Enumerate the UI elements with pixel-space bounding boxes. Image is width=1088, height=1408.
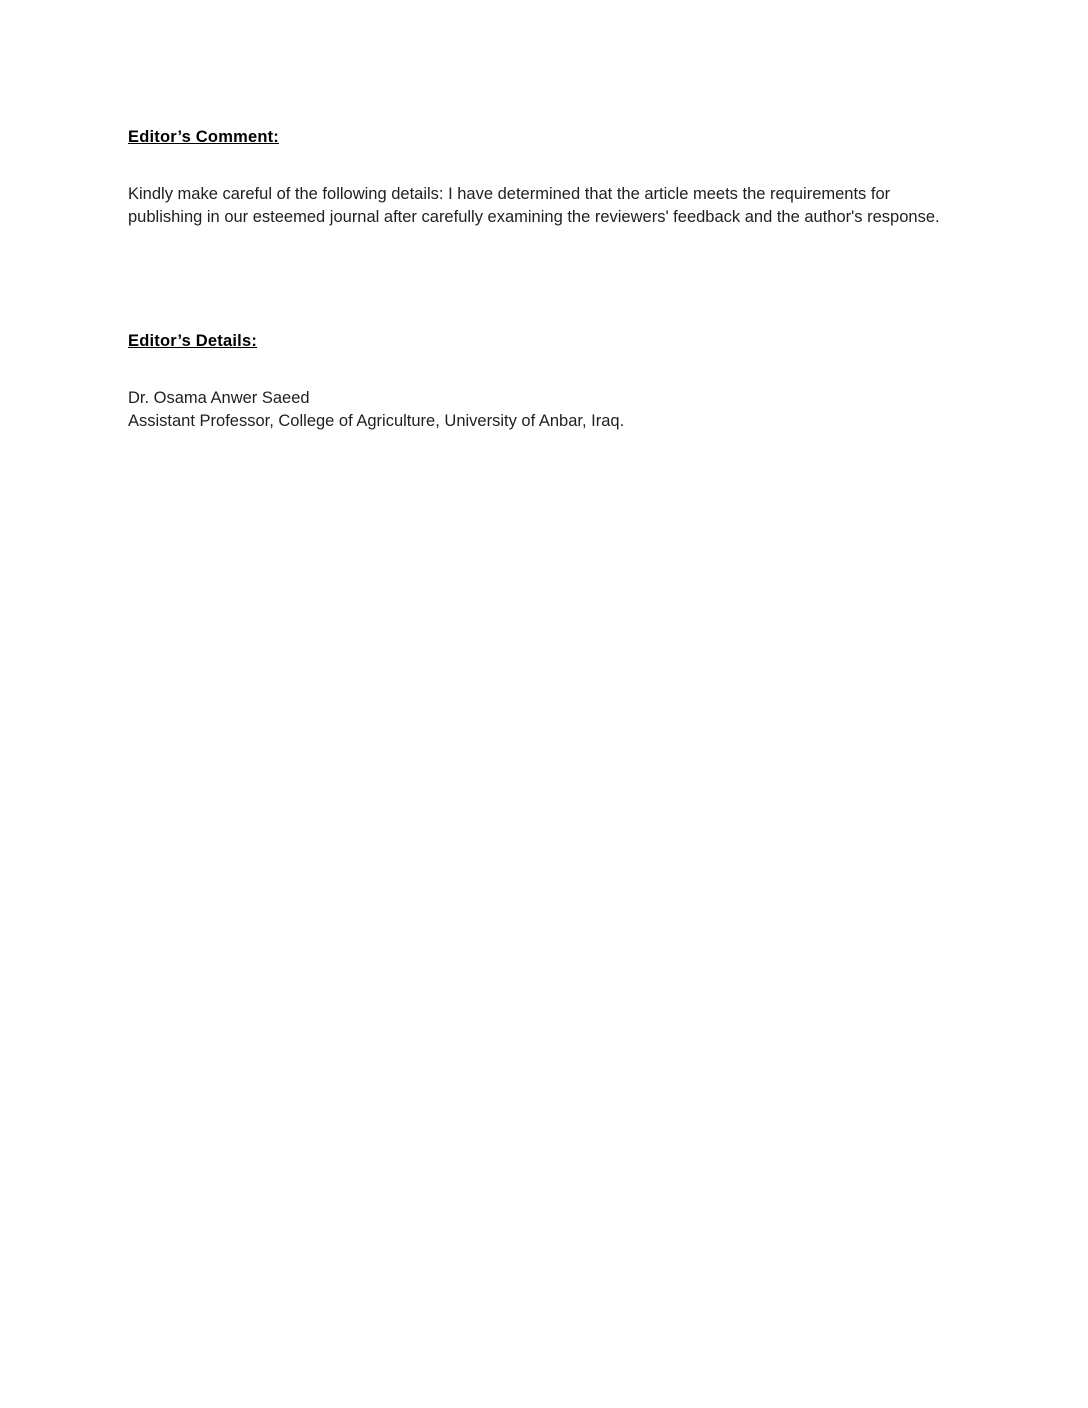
editors-comment-paragraph: Kindly make careful of the following details: I have determined that the article meets the requirements for publishing in our esteemed journal after carefully examining the reviewers' feedback and the author's response. bbox=[128, 185, 940, 226]
editors-details-block bbox=[128, 387, 958, 433]
document-content bbox=[128, 128, 958, 433]
editors-details-heading: Editor’s Details: bbox=[128, 332, 258, 350]
editor-name: Dr. Osama Anwer Saeed bbox=[128, 389, 310, 407]
editor-affiliation: Assistant Professor, College of Agriculture, University of Anbar, Iraq. bbox=[128, 412, 625, 430]
editors-comment-heading: Editor’s Comment: bbox=[128, 128, 279, 146]
